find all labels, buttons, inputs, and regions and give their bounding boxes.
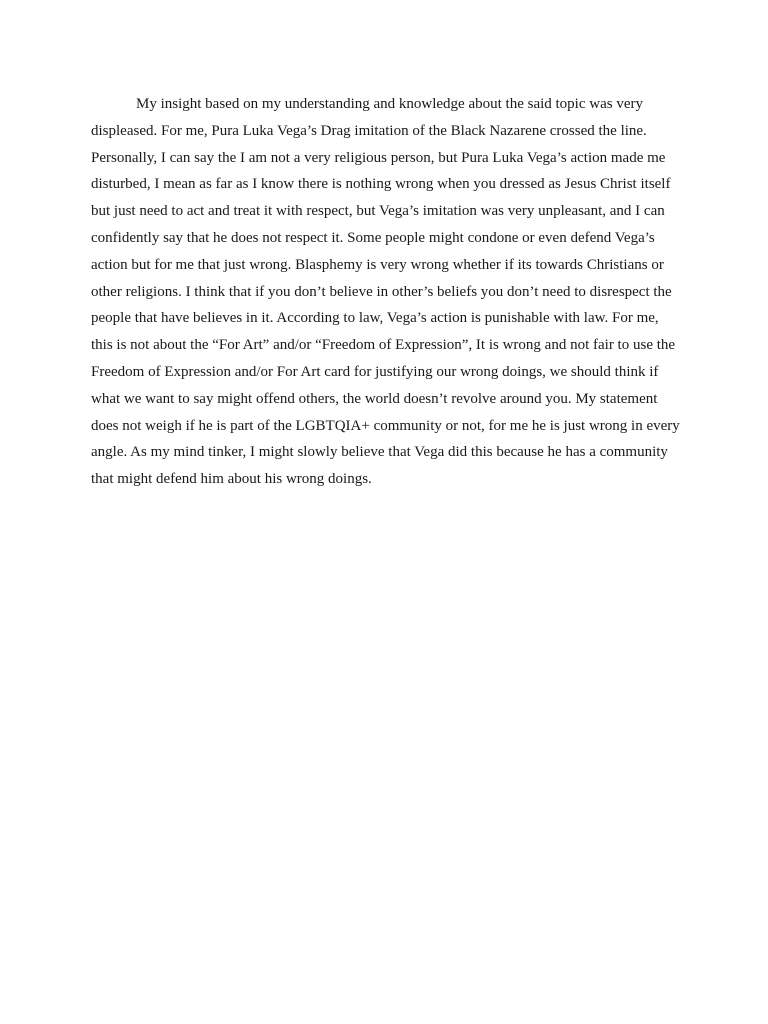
body-paragraph: My insight based on my understanding and knowledge about the said topic was very displeased. For me, Pura Luka Vega’s Drag imitation of the Black Nazarene crossed the line. Personally, I can say the I am not a very religious person, but Pura Luka Vega’s action made me disturbed, I mean as far as I know there is nothing wrong when you dressed as Jesus Christ itself but just need to act and treat it with respect, but Vega’s imitation was very unpleasant, and I can confidently say that he does not respect it. Some people might condone or even defend Vega’s action but for me that just wrong. Blasphemy is very wrong whether if its towards Christians or other religions. I think that if you don’t believe in other’s beliefs you don’t need to disrespect the people that have believes in it. According to law, Vega’s action is punishable with law. For me, this is not about the “For Art” and/or “Freedom of Expression”, It is wrong and not fair to use the Freedom of Expression and/or For Art card for justifying our wrong doings, we should think if what we want to say might offend others, the world doesn’t revolve around you. My statement does not weigh if he is part of the LGBTQIA+ community or not, for me he is just wrong in every angle. As my mind tinker, I might slowly believe that Vega did this because he has a community that might defend him about his wrong doings. — [91, 96, 680, 488]
